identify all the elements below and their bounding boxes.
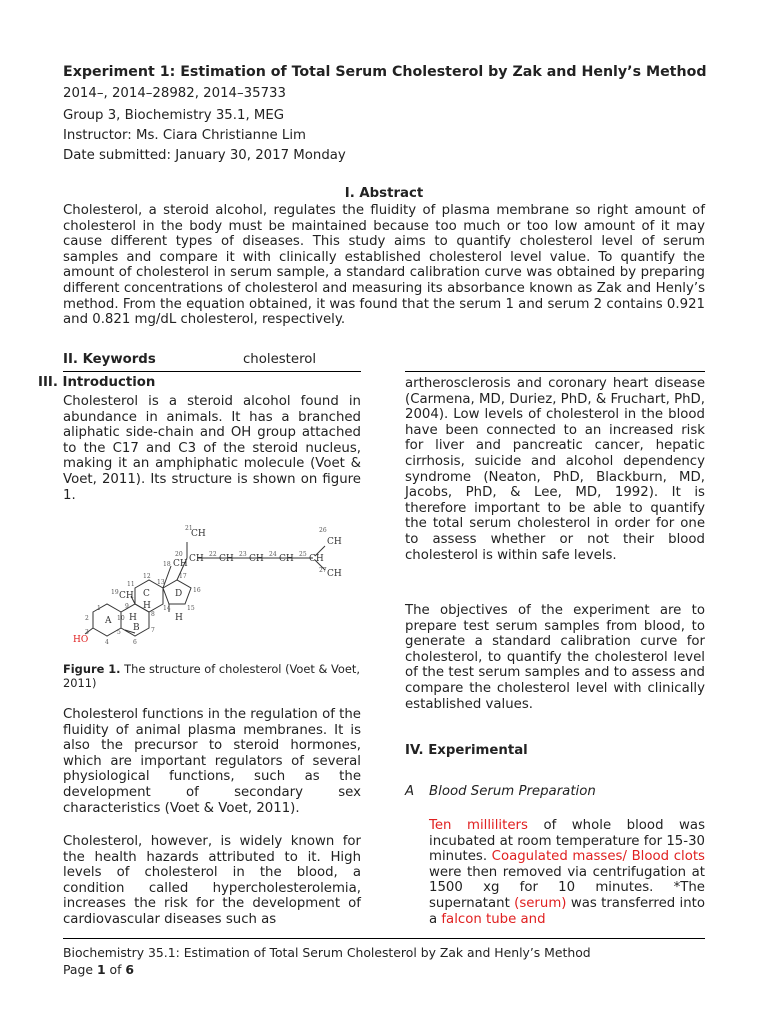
student-ids: 2014–, 2014–28982, 2014–35733 xyxy=(63,86,286,101)
carbon-number: 5 xyxy=(117,629,121,636)
highlight-text: falcon tube and xyxy=(441,911,546,927)
ch2-label: CH xyxy=(219,554,234,564)
ring-d-label: D xyxy=(175,589,183,599)
highlight-text: (serum) xyxy=(514,895,567,911)
carbon-number: 19 xyxy=(111,589,119,596)
intro-paragraph-4: artherosclerosis and coronary heart disease (Carmena, MD, Duriez, PhD, & Fruchart, PhD, 2004). Low levels of cholesterol in the blood have been connected to an increased risk for liver and pancreatic cancer, hepatic cirrhosis, suicide and alcohol dependency syndrome (Neaton, PhD, Blackburn, MD, Jacobs, PhD, & Lee, MD, 1992). It is therefore important to be able to quantify the total serum cholesterol in order for one to assess whether or not their blood cholesterol is within safe levels. xyxy=(405,376,705,563)
carbon-number: 10 xyxy=(117,615,125,622)
carbon-number: 15 xyxy=(187,605,195,612)
ch3-label: CH xyxy=(119,591,134,601)
carbon-number: 16 xyxy=(193,587,201,594)
body-text: was transferred into a xyxy=(429,895,706,927)
figure-label: Figure 1. xyxy=(63,662,121,676)
ch3-label: CH xyxy=(173,559,188,569)
intro-paragraph-2: Cholesterol functions in the regulation of the fluidity of animal plasma membranes. It is also the precursor to steroid hormones, which are important regulators of several physiological functions, such as the development of secondary sex characteristics (Voet & Voet, 2011). xyxy=(63,707,361,816)
introduction-heading: III. Introduction xyxy=(38,375,156,390)
experimental-heading: IV. Experimental xyxy=(405,743,528,758)
carbon-number: 25 xyxy=(299,551,307,558)
abstract-heading: I. Abstract xyxy=(344,186,424,201)
carbon-number: 8 xyxy=(151,611,155,618)
instructor-line: Instructor: Ms. Ciara Christianne Lim xyxy=(63,128,306,143)
body-text: of whole blood was incubated at room temperature for 15-30 minutes. xyxy=(429,818,705,865)
carbon-number: 13 xyxy=(157,579,165,586)
carbon-number: 18 xyxy=(163,561,171,568)
carbon-number: 2 xyxy=(85,615,89,622)
carbon-number: 4 xyxy=(105,639,109,646)
ch3-label: CH xyxy=(191,529,206,539)
figure-caption-text: The structure of cholesterol (Voet & Voet, 2011) xyxy=(63,662,360,690)
carbon-number: 24 xyxy=(269,551,277,558)
carbon-number: 6 xyxy=(133,639,137,646)
page-prefix: Page xyxy=(63,962,97,977)
highlight-text: Coagulated masses/ Blood clots xyxy=(491,849,705,865)
carbon-number: 3 xyxy=(85,629,89,636)
hydroxyl-label: HO xyxy=(73,635,89,645)
figure-caption xyxy=(63,662,361,690)
ch-label: CH xyxy=(189,554,204,564)
experimental-paragraph xyxy=(429,818,705,927)
footer-divider xyxy=(63,938,705,939)
group-line: Group 3, Biochemistry 35.1, MEG xyxy=(63,108,285,123)
h-label: H xyxy=(129,613,137,623)
page-number: 1 xyxy=(96,962,106,977)
h-label: H xyxy=(143,601,151,611)
carbon-number: 9 xyxy=(125,603,129,610)
intro-paragraph-5: The objectives of the experiment are to prepare test serum samples from blood, to generate a standard calibration curve for cholesterol, to quantify the cholesterol level of the test serum samples and to assess and compare the cholesterol level with clinically established values. xyxy=(405,603,705,712)
carbon-number: 22 xyxy=(209,551,217,558)
carbon-number: 20 xyxy=(175,551,183,558)
cholesterol-structure-figure xyxy=(63,520,363,660)
abstract-text: Cholesterol, a steroid alcohol, regulates the fluidity of plasma membrane so right amount of cholesterol in the body must be maintained because too much or too low amount of it may cause different types of diseases. This study aims to quantify cholesterol level of serum samples and compare it with clinically established cholesterol level value. To quantify the amount of cholesterol in serum sample, a standard calibration curve was obtained by preparing different concentrations of cholesterol and measuring its absorbance known as Zak and Henly’s method. From the equation obtained, it was found that the serum 1 and serum 2 contains 0.921 and 0.821 mg/dL cholesterol, respectively. xyxy=(63,203,705,328)
carbon-number: 7 xyxy=(151,627,155,634)
document-title: Experiment 1: Estimation of Total Serum Cholesterol by Zak and Henly’s Method xyxy=(63,64,707,80)
footer-course: Biochemistry 35.1: Estimation of Total Serum Cholesterol by Zak and Henly’s Method xyxy=(63,945,591,960)
carbon-number: 27 xyxy=(319,567,327,574)
page-indicator xyxy=(63,962,134,977)
ch3-label: CH xyxy=(327,569,342,579)
carbon-number: 23 xyxy=(239,551,247,558)
date-line: Date submitted: January 30, 2017 Monday xyxy=(63,148,346,163)
ring-a-label: A xyxy=(105,616,112,626)
carbon-number: 12 xyxy=(143,573,151,580)
carbon-number: 21 xyxy=(185,525,193,532)
body-text: were then removed via centrifugation at 1500 xg for 10 minutes. *The supernatant xyxy=(429,864,705,911)
intro-paragraph-1: Cholesterol is a steroid alcohol found in abundance in animals. It has a branched aliphatic side-chain and OH group attached to the C17 and C3 of the steroid nucleus, making it an amphiphatic molecule (Voet & Voet, 2011). Its structure is shown on figure 1. xyxy=(63,394,361,503)
highlight-text: Ten milliliters xyxy=(429,818,528,833)
carbon-number: 26 xyxy=(319,527,327,534)
subsection-letter: A xyxy=(405,784,415,799)
page-total: 6 xyxy=(125,962,135,977)
divider xyxy=(63,371,361,372)
carbon-number: 1 xyxy=(97,605,101,612)
ch2-label: CH xyxy=(279,554,294,564)
subsection-title: Blood Serum Preparation xyxy=(429,784,596,799)
keywords-value: cholesterol xyxy=(243,352,317,367)
carbon-number: 11 xyxy=(127,581,135,588)
ch2-label: CH xyxy=(249,554,264,564)
h-label: H xyxy=(175,613,183,623)
ch-label: CH xyxy=(309,554,324,564)
carbon-number: 17 xyxy=(179,573,187,580)
ring-c-label: C xyxy=(143,589,150,599)
page-of: of xyxy=(105,962,126,977)
carbon-number: 14 xyxy=(163,605,171,612)
divider xyxy=(405,371,705,372)
ch3-label: CH xyxy=(327,537,342,547)
intro-paragraph-3: Cholesterol, however, is widely known for the health hazards attributed to it. High levels of cholesterol in the blood, a condition called hypercholesterolemia, increases the risk for the development of cardiovascular diseases such as xyxy=(63,834,361,927)
ring-b-label: B xyxy=(133,623,140,633)
keywords-heading: II. Keywords xyxy=(63,352,156,367)
